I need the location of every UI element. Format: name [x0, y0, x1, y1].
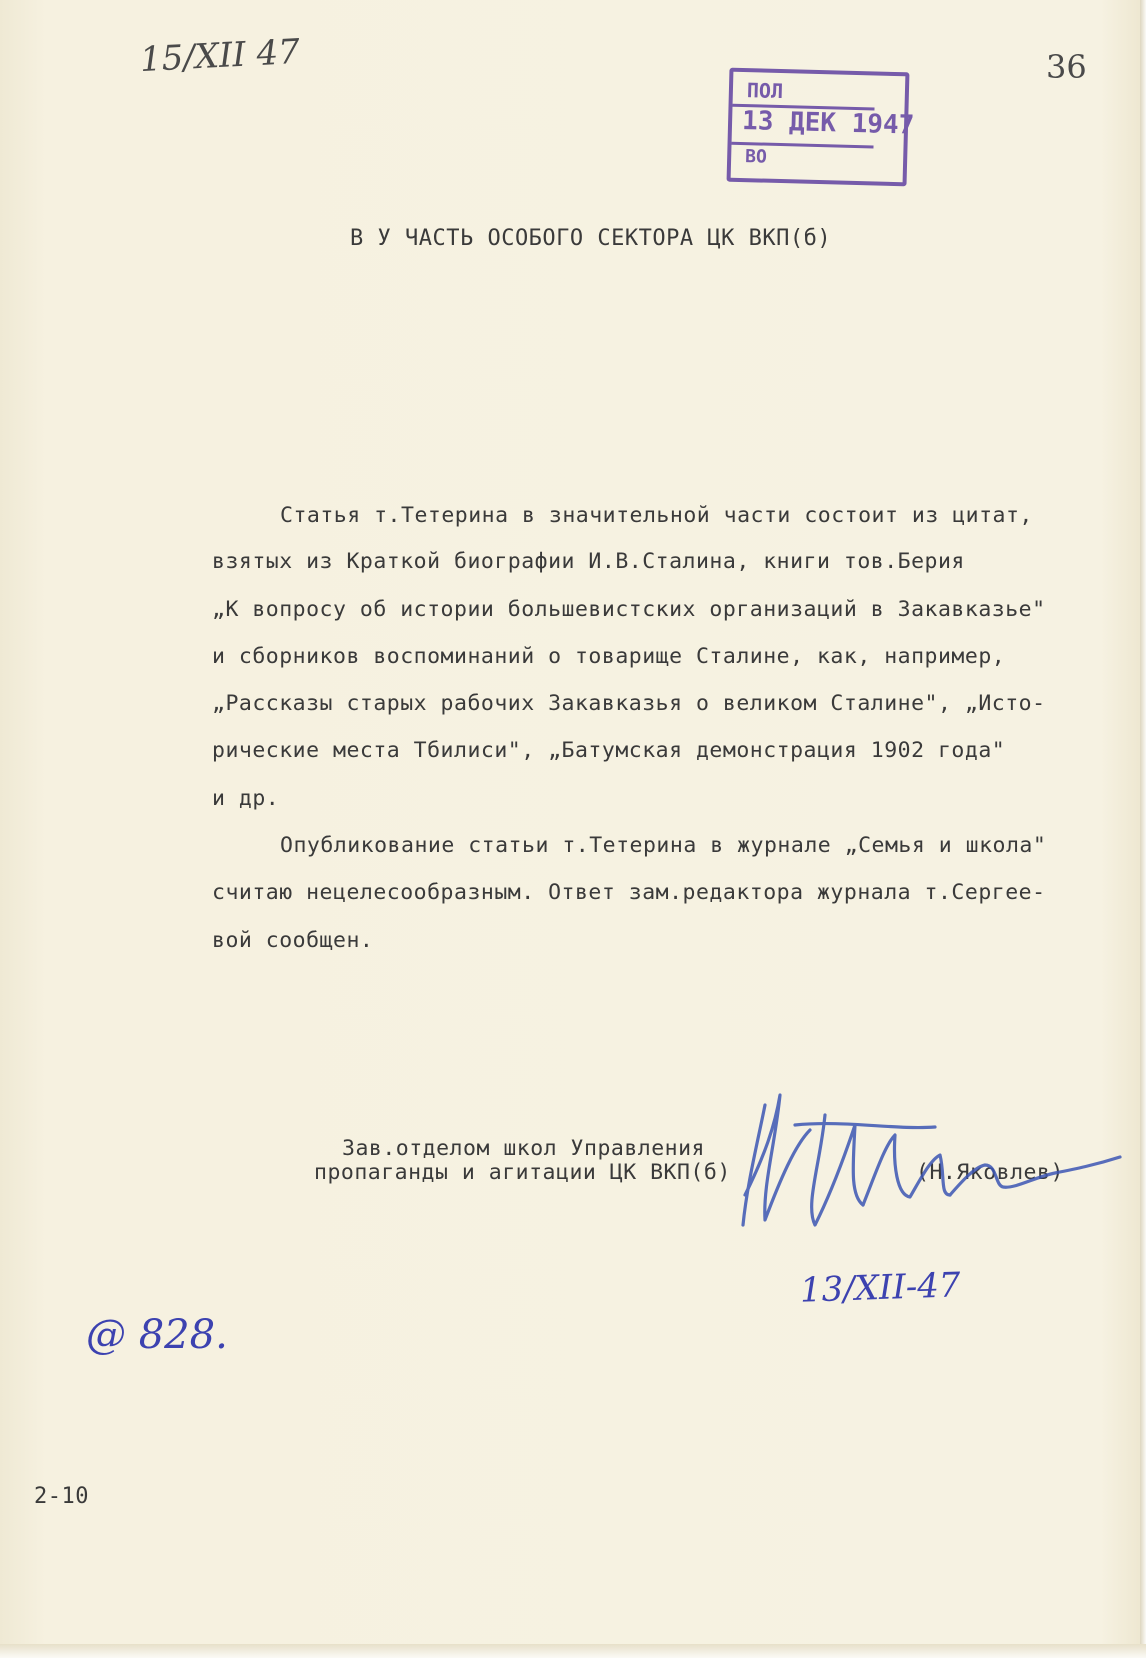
body-line: вой сообщен.	[212, 928, 374, 953]
form-code: 2-10	[34, 1484, 89, 1509]
stamp-line-1: ПОЛ	[746, 78, 784, 104]
pencil-reference-note: 15/XII 47	[139, 31, 301, 81]
registration-number: @ 828.	[86, 1312, 228, 1358]
signatory-name: (Н.Яковлев)	[916, 1160, 1064, 1185]
body-line: „К вопросу об истории большевистских организаций в Закавказье"	[212, 597, 1046, 622]
signatory-title-line-2: пропаганды и агитации ЦК ВКП(б)	[314, 1160, 731, 1185]
signatory-title-line-1: Зав.отделом школ Управления	[342, 1136, 705, 1161]
body-line: взятых из Краткой биографии И.В.Сталина, книги тов.Берия	[212, 549, 965, 574]
body-line: рические места Тбилиси", „Батумская демонстрация 1902 года"	[212, 738, 1006, 763]
body-line: „Рассказы старых рабочих Закавказья о великом Сталине", „Исто-	[212, 691, 1046, 716]
archive-page-number: 36	[1046, 48, 1087, 86]
body-line: и др.	[212, 786, 280, 811]
page-edge-bottom	[0, 1644, 1146, 1658]
received-stamp	[727, 68, 915, 187]
body-line: и сборников воспоминаний о товарище Сталине, как, например,	[212, 644, 1006, 669]
body-line: Опубликование статьи т.Тетерина в журнале „Семья и школа"	[280, 833, 1047, 858]
body-line: считаю нецелесообразным. Ответ зам.редактора журнала т.Сергее-	[212, 880, 1046, 905]
handwritten-signature	[735, 1085, 1125, 1235]
document-heading: В У ЧАСТЬ ОСОБОГО СЕКТОРА ЦК ВКП(б)	[350, 226, 832, 251]
body-line: Статья т.Тетерина в значительной части состоит из цитат,	[280, 503, 1033, 528]
signature-date: 13/XII-47	[799, 1265, 962, 1311]
stamp-date: 13 ДЕК 1947	[741, 106, 915, 141]
page-edge-right	[1140, 0, 1146, 1658]
stamp-line-3: ВО	[744, 146, 768, 168]
